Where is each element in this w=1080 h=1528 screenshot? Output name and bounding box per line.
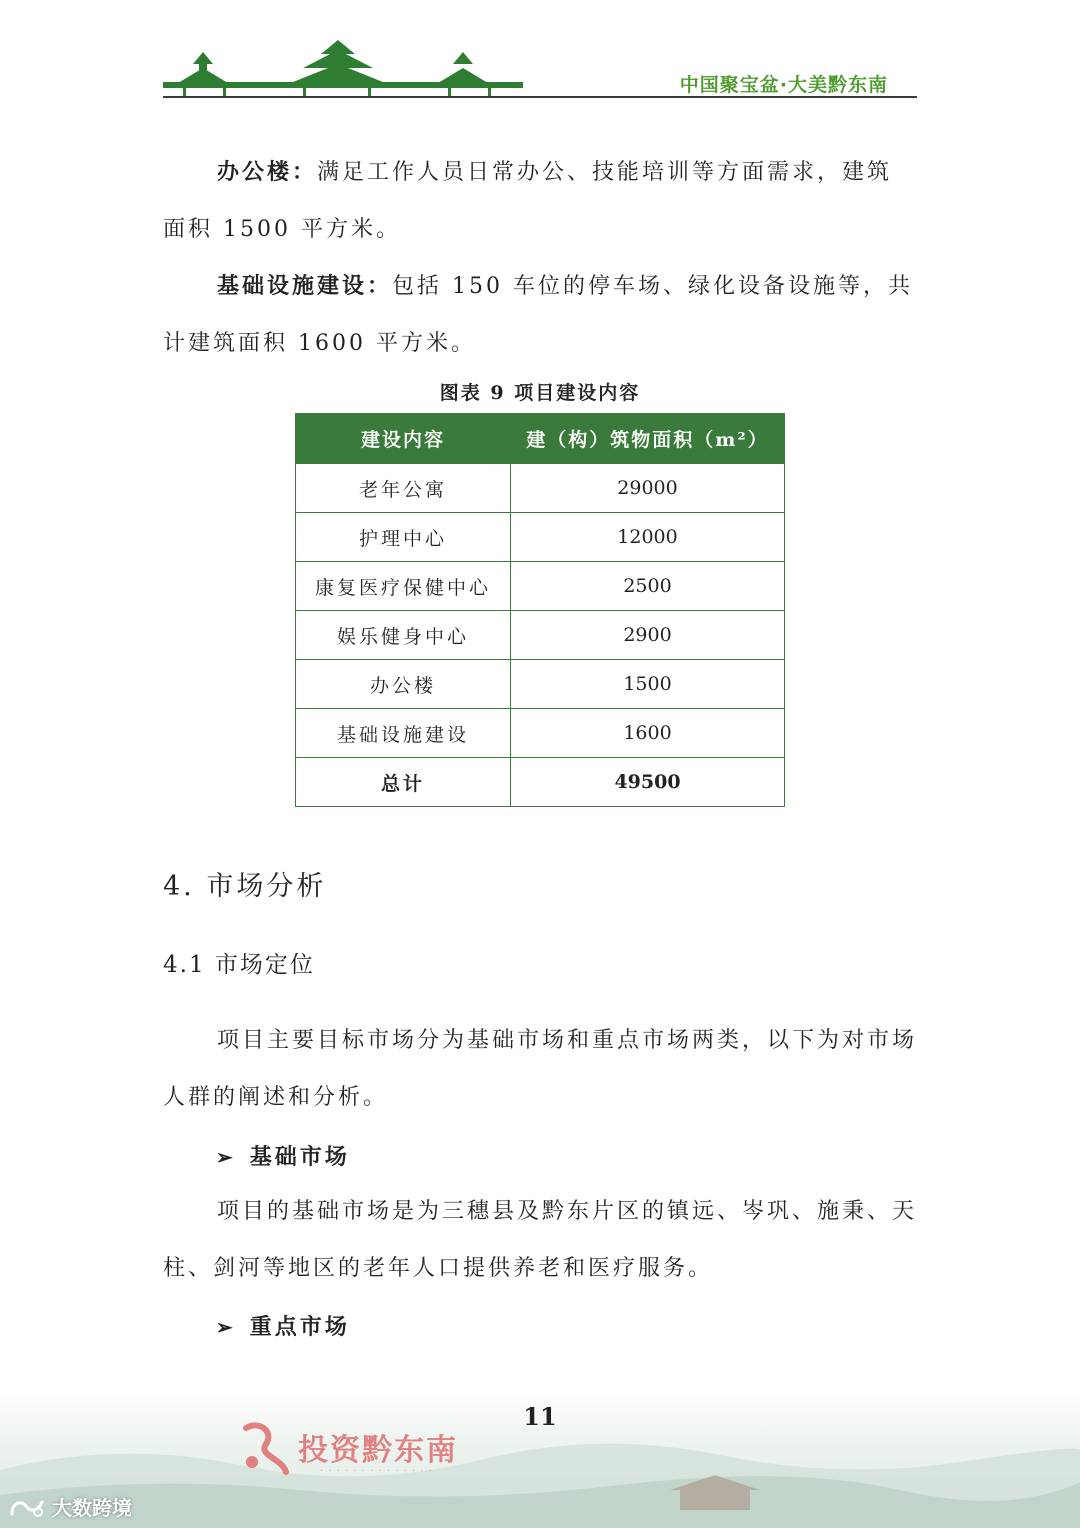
row-item: 康复医疗保健中心 [296,562,511,611]
header-pavilion-illustration [163,38,523,98]
header-item: 建设内容 [296,414,511,464]
footer-logo-text: 投资黔东南 [298,1433,458,1468]
basic-market-title: 基础市场 [249,1144,350,1170]
subsection-heading: 4.1 市场定位 [163,952,315,978]
page-number: 11 [523,1402,557,1431]
key-market-bullet [216,1310,350,1341]
table-row [296,611,785,660]
footer-logo-subtext: · · · · · · · · · · · · · · [320,1466,433,1477]
watermark-logo-icon [8,1494,48,1520]
infra-label: 基础设施建设： [217,273,393,299]
row-area: 12000 [511,513,785,562]
row-area: 2900 [511,611,785,660]
row-area: 29000 [511,464,785,513]
arrow-bullet-icon: ➢ [216,1145,236,1169]
row-item: 护理中心 [296,513,511,562]
office-label: 办公楼： [217,159,318,185]
footer-logo-mark [238,1418,294,1480]
table-row [296,660,785,709]
basic-market-text: 项目的基础市场是为三穗县及黔东片区的镇远、岑巩、施秉、天柱、剑河等地区的老年人口提供养老和医疗服务。 [163,1199,918,1281]
total-label: 总计 [296,758,511,807]
row-area: 2500 [511,562,785,611]
section-heading: 4. 市场分析 [163,871,327,902]
arrow-bullet-icon: ➢ [216,1315,236,1339]
header-area: 建（构）筑物面积（m²） [511,414,785,464]
table-row [296,709,785,758]
office-paragraph [163,144,917,258]
row-area: 1500 [511,660,785,709]
table-caption: 图表 9 项目建设内容 [439,382,641,404]
row-item: 娱乐健身中心 [296,611,511,660]
header-rule [163,96,917,98]
table-total-row [296,758,785,807]
construction-table [295,413,785,807]
header-slogan: 中国聚宝盆·大美黔东南 [679,74,888,96]
table-header-row [296,414,785,464]
row-item: 老年公寓 [296,464,511,513]
table-row [296,513,785,562]
market-intro: 项目主要目标市场分为基础市场和重点市场两类，以下为对市场人群的阐述和分析。 [163,1028,918,1110]
basic-market-bullet [216,1140,350,1171]
row-item: 基础设施建设 [296,709,511,758]
table-row [296,562,785,611]
office-text: 满足工作人员日常办公、技能培训等方面需求，建筑面积 1500 平方米。 [163,160,893,242]
row-area: 1600 [511,709,785,758]
table-row [296,464,785,513]
total-area: 49500 [511,758,785,807]
key-market-title: 重点市场 [249,1314,350,1340]
row-item: 办公楼 [296,660,511,709]
infra-paragraph [163,258,917,372]
watermark-text: 大数跨境 [52,1496,132,1520]
infra-text: 包括 150 车位的停车场、绿化设备设施等，共计建筑面积 1600 平方米。 [163,274,913,356]
